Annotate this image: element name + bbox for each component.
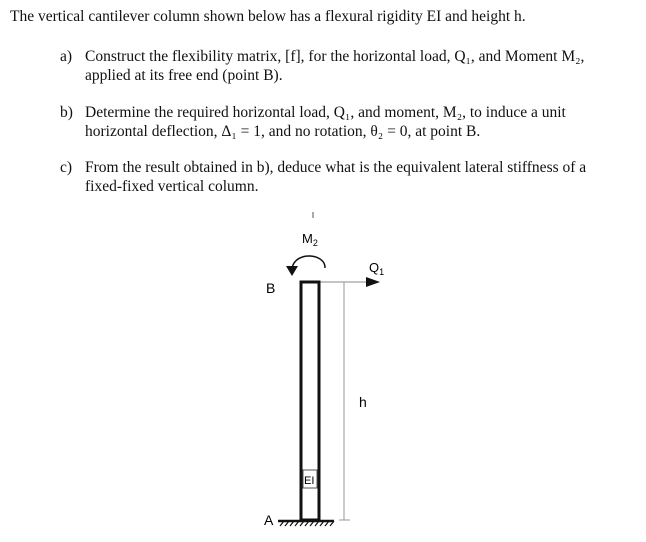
problem-intro: The vertical cantilever column shown below has a flexural rigidity EI and height h. — [10, 8, 526, 25]
question-c-label: c) — [60, 159, 73, 176]
question-a-line-1: Construct the flexibility matrix, [f], for the horizontal load, Q₁, and Moment M₂, — [85, 48, 585, 65]
point-b-label: B — [266, 280, 276, 296]
question-c-line-2: fixed-fixed vertical column. — [85, 178, 259, 195]
moment-arrowhead — [286, 266, 298, 276]
question-b-line-1: Determine the required horizontal load, Q₁, and moment, M₂, to induce a unit — [85, 104, 566, 121]
point-a-label: A — [264, 512, 274, 528]
question-b-label: b) — [60, 104, 73, 121]
question-a-label: a) — [60, 48, 73, 65]
question-c-line-1: From the result obtained in b), deduce what is the equivalent lateral stiffness of a — [85, 159, 587, 176]
height-label: h — [359, 394, 367, 410]
rigidity-label: EI — [304, 475, 315, 487]
fixed-support — [278, 521, 334, 526]
question-b-line-2: horizontal deflection, Δ₁ = 1, and no rotation, θ₂ = 0, at point B. — [85, 123, 481, 140]
load-arrowhead — [366, 277, 380, 287]
question-a-line-2: applied at its free end (point B). — [85, 67, 283, 84]
load-label: $Q_1$ — [369, 260, 385, 277]
moment-label: $M_2$ — [302, 231, 318, 248]
